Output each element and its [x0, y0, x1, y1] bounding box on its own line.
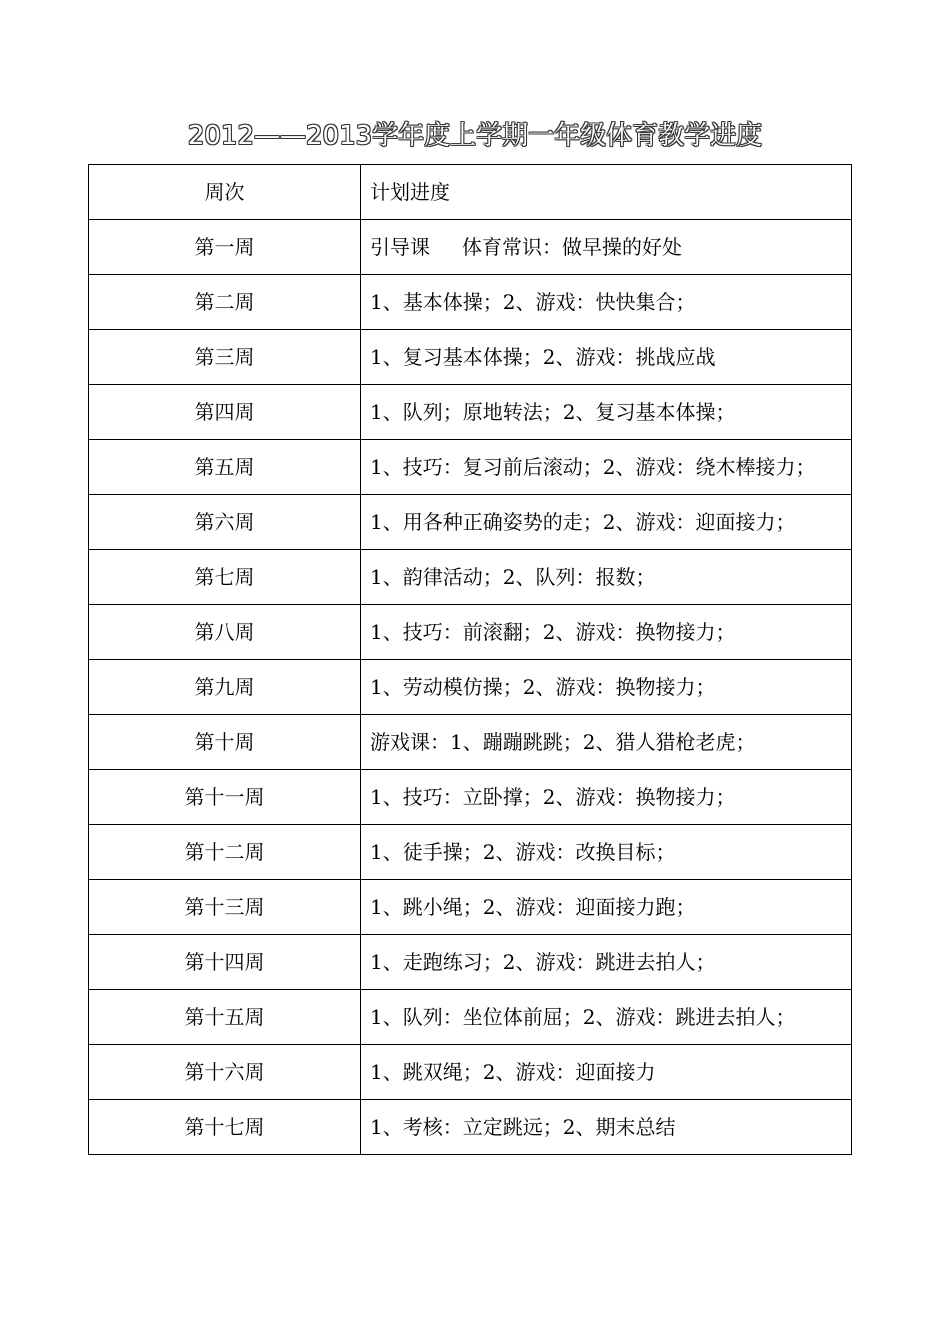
week-cell: 第一周: [89, 220, 361, 275]
plan-cell: 1、用各种正确姿势的走；2、游戏：迎面接力；: [361, 495, 852, 550]
plan-cell: 1、技巧：前滚翻；2、游戏：换物接力；: [361, 605, 852, 660]
table-row: [89, 1045, 852, 1100]
week-cell: 第五周: [89, 440, 361, 495]
plan-cell: 1、复习基本体操；2、游戏：挑战应战: [361, 330, 852, 385]
week-cell: 第二周: [89, 275, 361, 330]
week-cell: 第十四周: [89, 935, 361, 990]
table-row: [89, 935, 852, 990]
week-cell: 第三周: [89, 330, 361, 385]
plan-cell: 1、技巧：立卧撑；2、游戏：换物接力；: [361, 770, 852, 825]
document-title: 2012——2013学年度上学期一年级体育教学进度: [187, 121, 763, 151]
table-row: [89, 605, 852, 660]
schedule-table: [88, 164, 852, 1155]
plan-cell: 1、跳双绳；2、游戏：迎面接力: [361, 1045, 852, 1100]
week-cell: 第六周: [89, 495, 361, 550]
week-cell: 第九周: [89, 660, 361, 715]
table-header-row: [89, 165, 852, 220]
week-cell: 第七周: [89, 550, 361, 605]
week-cell: 第十六周: [89, 1045, 361, 1100]
week-cell: 第十二周: [89, 825, 361, 880]
table-row: [89, 275, 852, 330]
table-row: [89, 660, 852, 715]
plan-cell: 游戏课：1、蹦蹦跳跳；2、猎人猎枪老虎；: [361, 715, 852, 770]
week-cell: 第四周: [89, 385, 361, 440]
table-row: [89, 330, 852, 385]
table-row: [89, 825, 852, 880]
week-cell: 第八周: [89, 605, 361, 660]
table-row: [89, 550, 852, 605]
plan-part: 体育常识：做早操的好处: [462, 235, 682, 259]
table-row: [89, 220, 852, 275]
plan-cell: 1、走跑练习；2、游戏：跳进去拍人；: [361, 935, 852, 990]
plan-cell: 1、队列：坐位体前屈；2、游戏：跳进去拍人；: [361, 990, 852, 1045]
plan-part: 引导课: [370, 235, 430, 259]
week-cell: 第十七周: [89, 1100, 361, 1155]
table-row: [89, 990, 852, 1045]
table-row: [89, 440, 852, 495]
plan-cell: 1、基本体操；2、游戏：快快集合；: [361, 275, 852, 330]
plan-cell: 1、跳小绳；2、游戏：迎面接力跑；: [361, 880, 852, 935]
week-cell: 第十周: [89, 715, 361, 770]
plan-cell: 1、技巧：复习前后滚动；2、游戏：绕木棒接力；: [361, 440, 852, 495]
table-row: [89, 880, 852, 935]
header-plan: 计划进度: [361, 165, 852, 220]
table-row: [89, 385, 852, 440]
table-row: [89, 495, 852, 550]
table-row: [89, 715, 852, 770]
week-cell: 第十五周: [89, 990, 361, 1045]
plan-cell: 1、徒手操；2、游戏：改换目标；: [361, 825, 852, 880]
table-row: [89, 1100, 852, 1155]
plan-cell: 1、韵律活动；2、队列：报数；: [361, 550, 852, 605]
plan-cell: [361, 220, 852, 275]
week-cell: 第十一周: [89, 770, 361, 825]
header-week: 周次: [89, 165, 361, 220]
plan-cell: 1、队列；原地转法；2、复习基本体操；: [361, 385, 852, 440]
table-row: [89, 770, 852, 825]
plan-cell: 1、考核：立定跳远；2、期末总结: [361, 1100, 852, 1155]
week-cell: 第十三周: [89, 880, 361, 935]
plan-cell: 1、劳动模仿操；2、游戏：换物接力；: [361, 660, 852, 715]
